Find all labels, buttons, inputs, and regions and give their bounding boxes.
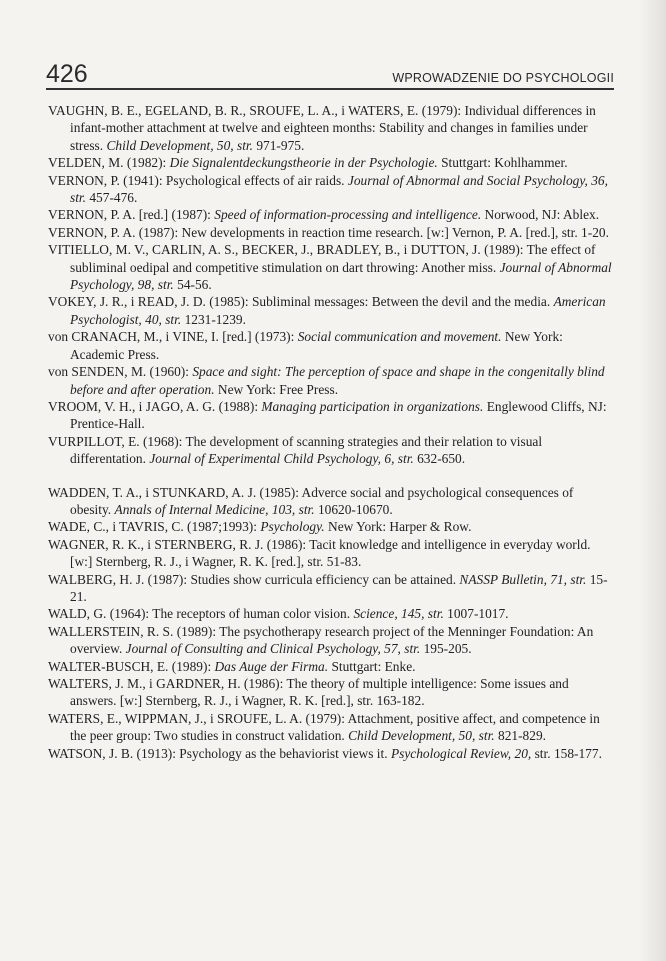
reference-pages: Norwood, NJ: Ablex.: [481, 207, 600, 223]
reference-text: von SENDEN, M. (1960):: [48, 364, 193, 380]
reference-pages: New York: Free Press.: [214, 381, 339, 397]
reference-entry: [48, 710, 616, 745]
reference-entry: [48, 206, 616, 223]
reference-text: VAUGHN, B. E., EGELAND, B. R., SROUFE, L. A., i WATERS, E. (1979): Individual differences in infant-mother attachment at twelve and eighteen months: Stability and changes in families under stress.: [48, 103, 596, 153]
reference-text: WADE, C., i TAVRIS, C. (1987;1993):: [48, 519, 261, 535]
reference-text: WATSON, J. B. (1913): Psychology as the behaviorist views it.: [48, 745, 391, 761]
reference-pages: New York: Harper & Row.: [324, 519, 472, 535]
reference-entry: [48, 398, 616, 433]
reference-pages: Englewood Cliffs, NJ: Prentice-Hall.: [70, 398, 607, 432]
reference-text: WADDEN, T. A., i STUNKARD, A. J. (1985): Adverce social and psychological consequences of obesity.: [48, 484, 574, 517]
reference-entry: [48, 328, 616, 363]
running-title: WPROWADZENIE DO PSYCHOLOGII: [392, 71, 614, 85]
reference-entry: [48, 241, 616, 293]
reference-source: Speed of information-processing and intelligence.: [214, 207, 482, 223]
reference-text: WALLERSTEIN, R. S. (1989): The psychotherapy research project of the Menninger Foundation: An overview.: [48, 623, 594, 657]
reference-pages: New York: Academic Press.: [70, 329, 563, 362]
reference-text: VITIELLO, M. V., CARLIN, A. S., BECKER, J., BRADLEY, B., i DUTTON, J. (1989): The effect of subliminal oedipal and competitive stimulation on dart throwing: Another miss.: [48, 242, 596, 275]
reference-text: WAGNER, R. K., i STERNBERG, R. J. (1986): Tacit knowledge and intelligence in everyday world. [w:] Sternberg, R. J., i Wagner, R. K. [red.], str. 51-83.: [48, 536, 591, 570]
reference-text: WALBERG, H. J. (1987): Studies show curricula efficiency can be attained.: [48, 571, 460, 587]
reference-source: Social communication and movement.: [297, 329, 502, 345]
reference-text: WALTER-BUSCH, E. (1989):: [48, 658, 215, 674]
reference-pages: 54-56.: [173, 277, 212, 293]
reference-text: VERNON, P. (1941): Psychological effects of air raids.: [48, 172, 348, 188]
reference-source: Managing participation in organizations.: [261, 398, 484, 414]
reference-pages: 15-21.: [70, 571, 608, 604]
reference-source: Child Development, 50, str.: [106, 137, 253, 153]
reference-pages: 1007-1017.: [443, 606, 509, 622]
reference-entry: [48, 224, 616, 241]
reference-source: Space and sight: The perception of space and shape in the congenitally blind before and after operation.: [70, 364, 605, 397]
reference-source: Child Development, 50, str.: [348, 728, 495, 744]
reference-text: VERNON, P. A. (1987): New developments in reaction time research. [w:] Vernon, P. A. [red.], str. 1-20.: [48, 224, 609, 240]
reference-text: VROOM, V. H., i JAGO, A. G. (1988):: [48, 398, 262, 414]
reference-source: Das Auge der Firma.: [214, 658, 329, 674]
reference-entry: [48, 605, 616, 622]
reference-entry: [48, 102, 616, 154]
reference-list: [48, 102, 616, 762]
reference-pages: Stuttgart: Kohlhammer.: [437, 155, 568, 171]
page-edge-shadow: [640, 0, 666, 961]
reference-source: Journal of Experimental Child Psychology, 6, str.: [149, 451, 414, 467]
reference-text: WALD, G. (1964): The receptors of human color vision.: [48, 606, 354, 622]
reference-entry: [48, 484, 616, 519]
reference-pages: 10620-10670.: [314, 501, 393, 517]
reference-source: Journal of Consulting and Clinical Psychology, 57, str.: [125, 641, 421, 657]
reference-entry: [48, 571, 616, 606]
reference-entry: [48, 536, 616, 571]
reference-source: Journal of Abnormal Psychology, 98, str.: [70, 259, 612, 293]
reference-text: VELDEN, M. (1982):: [48, 155, 170, 171]
reference-pages: Stuttgart: Enke.: [328, 658, 416, 674]
reference-entry: [48, 433, 616, 468]
reference-pages: 821-829.: [494, 728, 546, 744]
reference-pages: 632-650.: [413, 451, 466, 467]
reference-source: Psychology.: [260, 519, 325, 535]
reference-source: American Psychologist, 40, str.: [70, 294, 606, 327]
reference-source: Journal of Abnormal and Social Psychology, 36, str.: [70, 172, 608, 206]
reference-pages: 971-975.: [253, 137, 305, 153]
reference-pages: 195-205.: [420, 641, 472, 657]
reference-pages: 1231-1239.: [181, 311, 246, 327]
reference-source: NASSP Bulletin, 71, str.: [459, 571, 587, 587]
reference-source: Science, 145, str.: [353, 606, 444, 622]
page-number: 426: [46, 60, 88, 88]
reference-entry: [48, 623, 616, 658]
reference-text: WATERS, E., WIPPMAN, J., i SROUFE, L. A. (1979): Attachment, positive affect, and competence in the peer group: Two studies in construct validation.: [48, 710, 600, 744]
reference-text: von CRANACH, M., i VINE, I. [red.] (1973):: [48, 329, 298, 345]
page-header: [46, 58, 614, 90]
reference-entry: [48, 675, 616, 710]
reference-text: VOKEY, J. R., i READ, J. D. (1985): Subliminal messages: Between the devil and the media.: [48, 294, 554, 310]
reference-text: VERNON, P. A. [red.] (1987):: [48, 207, 215, 223]
reference-text: VURPILLOT, E. (1968): The development of scanning strategies and their relation to visual differentation.: [48, 433, 543, 467]
reference-entry: [48, 363, 616, 398]
reference-entry: [48, 154, 616, 171]
reference-pages: 457-476.: [86, 190, 138, 206]
reference-entry: [48, 658, 616, 675]
reference-entry: [48, 518, 616, 535]
reference-source: Psychological Review, 20,: [390, 745, 532, 761]
reference-entry: [48, 293, 616, 328]
reference-pages: str. 158-177.: [531, 745, 602, 761]
reference-source: Die Signalentdeckungstheorie in der Psychologie.: [169, 155, 438, 171]
reference-entry: [48, 745, 616, 762]
reference-source: Annals of Internal Medicine, 103, str.: [114, 501, 315, 517]
reference-text: WALTERS, J. M., i GARDNER, H. (1986): The theory of multiple intelligence: Some issues and answers. [w:] Sternberg, R. J., i Wagner, R. K. [red.], str. 163-182.: [48, 676, 569, 709]
reference-entry: [48, 172, 616, 207]
